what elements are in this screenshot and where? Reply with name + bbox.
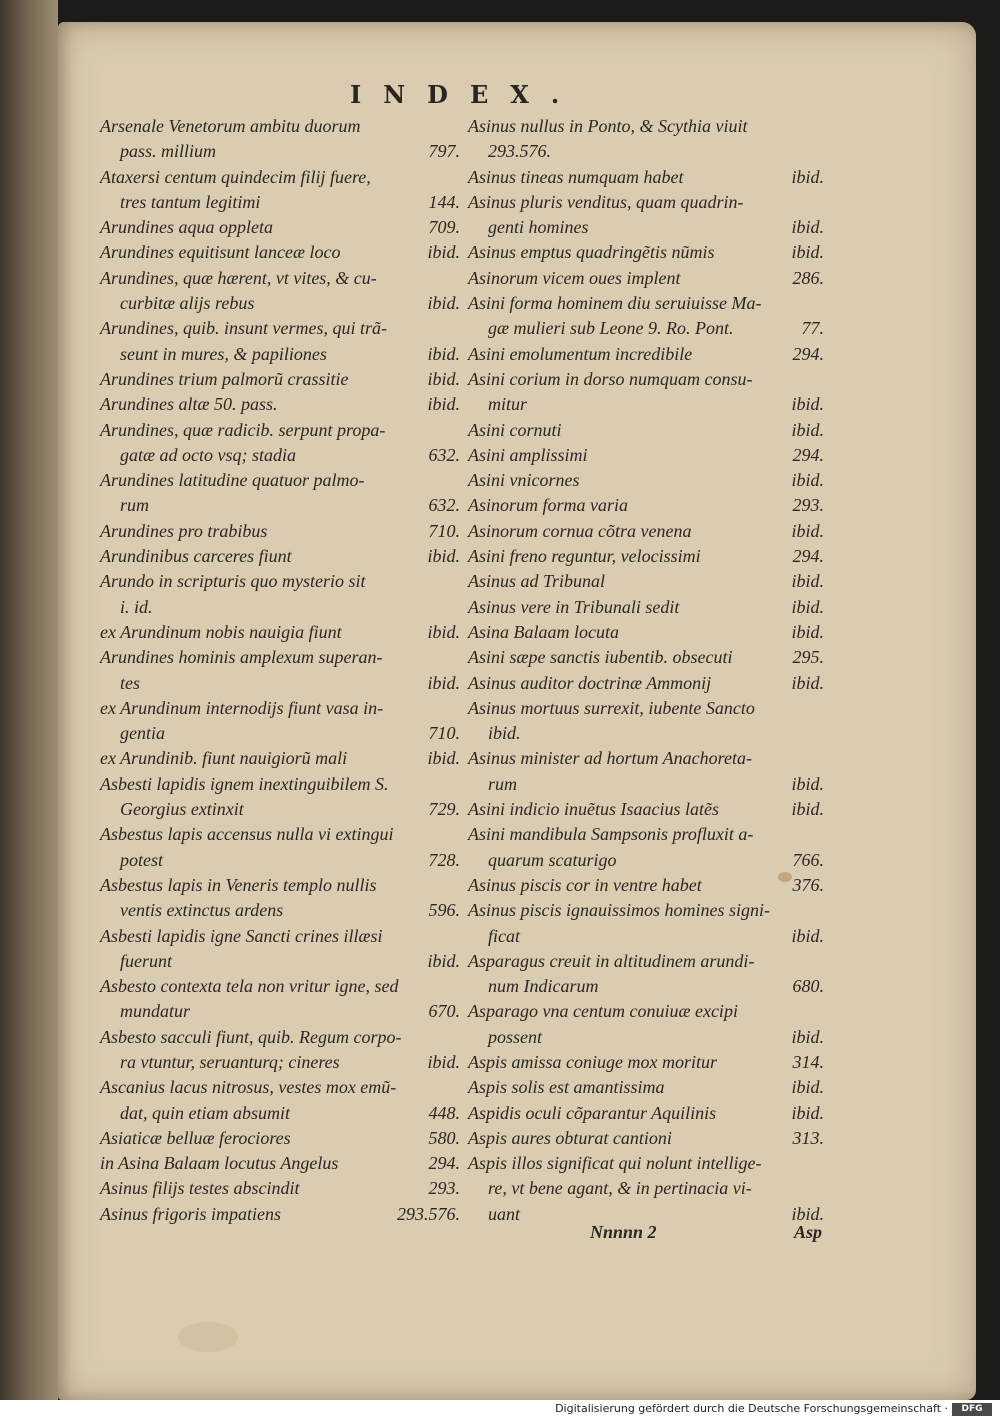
page-reference: ibid. [427, 950, 460, 971]
page-header: INDEX. [350, 80, 582, 109]
entry-text: Asbesti lapidis ignem inextinguibilem S. [100, 773, 389, 794]
index-entry-line [468, 167, 824, 192]
entry-text: num Indicarum [488, 976, 599, 997]
index-entry-line [468, 673, 824, 698]
entry-text: Asbesto contexta tela non vritur igne, sed [100, 976, 399, 997]
page-reference: ibid. [791, 571, 824, 592]
entry-text: rum [488, 773, 518, 794]
index-entry-line [468, 420, 824, 445]
page-reference: 710. [428, 723, 460, 744]
entry-text: Asini forma hominem diu seruiuisse Ma- [468, 293, 762, 314]
entry-text: Asparago vna centum conuiuæ excipi [468, 1001, 738, 1022]
index-entry-line [468, 268, 824, 293]
entry-text: Aspidis oculi cõparantur Aquilinis [468, 1102, 717, 1123]
entry-text: ra vtuntur, seruanturq; cineres [120, 1051, 340, 1072]
index-entry-line [100, 951, 460, 976]
entry-text: Ascanius lacus nitrosus, vestes mox emũ- [100, 1077, 397, 1098]
index-entry-line [468, 1001, 824, 1026]
entry-text: Asini emolumentum incredibile [468, 343, 693, 364]
index-entry-line [100, 799, 460, 824]
index-entry-line [100, 217, 460, 242]
index-entry-line [468, 1052, 824, 1077]
entry-text: Asparagus creuit in altitudinem arundi- [468, 950, 755, 971]
entry-text: Asinus tineas numquam habet [468, 166, 684, 187]
entry-text: Asinus mortuus surrexit, iubente Sancto [468, 697, 755, 718]
entry-text: Asbesto sacculi fiunt, quib. Regum corpo- [100, 1026, 402, 1047]
index-entry-line [468, 850, 824, 875]
entry-text: gatæ ad octo vsq; stadia [120, 444, 296, 465]
index-entry-line [468, 1128, 824, 1153]
entry-text: ex Arundinum internodijs fiunt vasa in- [100, 697, 384, 718]
entry-text: Asini mandibula Sampsonis profluxit a- [468, 824, 754, 845]
page-reference: ibid. [427, 293, 460, 314]
page-reference: ibid. [791, 1077, 824, 1098]
index-entry-line [100, 1178, 460, 1203]
entry-text: mundatur [120, 1001, 191, 1022]
page-reference: 294. [792, 444, 824, 465]
index-entry-line [100, 546, 460, 571]
index-entry-line [468, 774, 824, 799]
entry-text: possent [488, 1026, 542, 1047]
entry-text: potest [120, 849, 163, 870]
page-reference: ibid. [791, 217, 824, 238]
index-entry-line [468, 571, 824, 596]
index-entry-line [100, 900, 460, 925]
page-reference: 709. [428, 217, 460, 238]
index-entry-line [100, 698, 460, 723]
entry-text: gentia [120, 723, 165, 744]
index-entry-line [468, 495, 824, 520]
page-reference: 293. [428, 1178, 460, 1199]
page-reference: 313. [792, 1127, 824, 1148]
entry-text: Aspis solis est amantissima [468, 1077, 665, 1098]
index-entry-line [468, 445, 824, 470]
page-reference: ibid. [791, 621, 824, 642]
index-entry-line [468, 647, 824, 672]
page-reference: ibid. [427, 1051, 460, 1072]
index-entry-line [100, 976, 460, 1001]
page-reference: 294. [792, 343, 824, 364]
index-entry-line [100, 1027, 460, 1052]
index-entry-line [468, 394, 824, 419]
page-reference: ibid. [791, 1102, 824, 1123]
entry-text: Arundines latitudine quatuor palmo- [100, 470, 365, 491]
entry-text: dat, quin etiam absumit [120, 1102, 290, 1123]
page-reference: ibid. [791, 672, 824, 693]
index-entry-line [468, 622, 824, 647]
index-entry-line [468, 926, 824, 951]
index-entry-line [100, 850, 460, 875]
footer-credit: Digitalisierung gefördert durch die Deutsche Forschungsgemeinschaft · [555, 1402, 948, 1415]
page-reference: 797. [428, 141, 460, 162]
index-entry-line [100, 141, 460, 166]
entry-text: Asinus filijs testes abscindit [100, 1178, 300, 1199]
page-reference: 632. [428, 495, 460, 516]
entry-text: Asinus pluris venditus, quam quadrin- [468, 191, 744, 212]
index-entry-line [100, 926, 460, 951]
entry-text: Asini indicio inuẽtus Isaacius latẽs [468, 799, 719, 820]
page-reference: ibid. [427, 621, 460, 642]
entry-text: Arundines, quæ hærent, vt vites, & cu- [100, 267, 377, 288]
page-foot [590, 1222, 822, 1248]
page-reference: ibid. [791, 470, 824, 491]
index-entry-line [468, 116, 824, 141]
page-reference: 376. [792, 874, 824, 895]
entry-text: Arundines pro trabibus [100, 520, 268, 541]
index-entry-line [100, 521, 460, 546]
index-entry-line [100, 318, 460, 343]
entry-text: Asiaticæ belluæ ferociores [100, 1127, 291, 1148]
page-reference: 286. [792, 267, 824, 288]
page-reference: 632. [428, 444, 460, 465]
index-entry-line [100, 116, 460, 141]
page-reference: 294. [792, 546, 824, 567]
index-entry-line [100, 495, 460, 520]
footer-bar [0, 1400, 1000, 1419]
index-entry-line [468, 875, 824, 900]
entry-text: ficat [488, 925, 520, 946]
index-entry-line [100, 293, 460, 318]
entry-text: Asinus piscis ignauissimos homines signi- [468, 900, 771, 921]
entry-text: Aspis aures obturat cantioni [468, 1127, 672, 1148]
index-entry-line [468, 344, 824, 369]
index-entry-line [100, 875, 460, 900]
index-entry-line [100, 1153, 460, 1178]
signature-mark: Nnnnn 2 [590, 1222, 657, 1242]
index-entry-line [100, 192, 460, 217]
index-entry-line [468, 546, 824, 571]
page-reference: ibid. [791, 773, 824, 794]
entry-text: re, vt bene agant, & in pertinacia vi- [488, 1178, 752, 1199]
entry-text: Asini freno reguntur, velocissimi [468, 546, 701, 567]
catchword: Asp [793, 1222, 822, 1242]
entry-text: Asbestus lapis in Veneris templo nullis [100, 874, 377, 895]
entry-text: curbitæ alijs rebus [120, 293, 255, 314]
page-reference: 596. [428, 900, 460, 921]
entry-text: Asina Balaam locuta [468, 621, 619, 642]
index-entry-line [100, 1052, 460, 1077]
index-entry-line [468, 1103, 824, 1128]
page-reference: ibid. [791, 520, 824, 541]
entry-text: in Asina Balaam locutus Angelus [100, 1153, 339, 1174]
entry-text: tes [120, 672, 140, 693]
index-entry-line [468, 1027, 824, 1052]
entry-text: Asini corium in dorso numquam consu- [468, 368, 753, 389]
page-reference: ibid. [791, 925, 824, 946]
entry-text: 293.576. [488, 141, 551, 162]
entry-text: Aspis illos significat qui nolunt intellige- [468, 1153, 762, 1174]
entry-text: Arundinibus carceres fiunt [100, 546, 292, 567]
entry-text: Arundines equitisunt lanceæ loco [100, 242, 341, 263]
page-reference: 710. [428, 520, 460, 541]
index-entry-line [468, 723, 824, 748]
page-reference: 766. [792, 849, 824, 870]
entry-text: Asini vnicornes [468, 470, 580, 491]
page-reference: 144. [428, 191, 460, 212]
dfg-logo: DFG [952, 1403, 992, 1416]
index-entry-line [100, 268, 460, 293]
index-entry-line [100, 723, 460, 748]
entry-text: ibid. [488, 723, 521, 744]
index-entry-line [468, 597, 824, 622]
index-entry-line [100, 1103, 460, 1128]
entry-text: Arundo in scripturis quo mysterio sit [100, 571, 366, 592]
page-reference: 670. [428, 1001, 460, 1022]
page-reference: 729. [428, 799, 460, 820]
index-entry-line [468, 217, 824, 242]
index-entry-line [100, 470, 460, 495]
page-reference: ibid. [427, 343, 460, 364]
entry-text: pass. millium [120, 141, 217, 162]
entry-text: Asini cornuti [468, 419, 562, 440]
index-entry-line [100, 1128, 460, 1153]
page-reference: ibid. [427, 242, 460, 263]
page-reference: ibid. [791, 242, 824, 263]
page-reference: ibid. [427, 672, 460, 693]
entry-text: Asinorum forma varia [468, 495, 629, 516]
page-reference: ibid. [791, 166, 824, 187]
entry-text: quarum scaturigo [488, 849, 617, 870]
entry-text: fuerunt [120, 950, 172, 971]
index-entry-line [468, 318, 824, 343]
entry-text: Asini amplissimi [468, 444, 588, 465]
entry-text: Arundines aqua oppleta [100, 217, 273, 238]
entry-text: Asinus emptus quadringẽtis nũmis [468, 242, 715, 263]
index-column-left [100, 116, 460, 1229]
entry-text: Asinus ad Tribunal [468, 571, 606, 592]
book-gutter [0, 0, 58, 1400]
index-entry-line [100, 445, 460, 470]
page-reference: ibid. [427, 368, 460, 389]
index-entry-line [468, 698, 824, 723]
foxing-stain [178, 1322, 238, 1352]
index-entry-line [468, 293, 824, 318]
entry-text: Georgius extinxit [120, 799, 244, 820]
index-entry-line [100, 571, 460, 596]
entry-text: Aspis amissa coniuge mox moritur [468, 1051, 717, 1072]
entry-text: ex Arundinib. fiunt nauigiorũ mali [100, 748, 348, 769]
entry-text: Arsenale Venetorum ambitu duorum [100, 116, 361, 136]
page-reference: ibid. [791, 799, 824, 820]
entry-text: Asinus auditor doctrinæ Ammonij [468, 672, 712, 693]
entry-text: mitur [488, 394, 528, 415]
page-reference: 295. [792, 647, 824, 668]
index-entry-line [468, 192, 824, 217]
entry-text: Asinus minister ad hortum Anachoreta- [468, 748, 752, 769]
page-reference: 314. [792, 1051, 824, 1072]
page-reference: ibid. [791, 1026, 824, 1047]
entry-text: uant [488, 1203, 521, 1224]
index-entry-line [468, 141, 824, 166]
index-entry-line [468, 1153, 824, 1178]
index-entry-line [468, 824, 824, 849]
index-entry-line [100, 242, 460, 267]
page-reference: ibid. [427, 546, 460, 567]
index-entry-line [468, 369, 824, 394]
index-entry-line [468, 1077, 824, 1102]
entry-text: rum [120, 495, 150, 516]
entry-text: Arundines trium palmorũ crassitie [100, 368, 349, 389]
page-reference: 294. [428, 1153, 460, 1174]
entry-text: Arundines, quib. insunt vermes, qui trã- [100, 318, 387, 339]
entry-text: Asinus nullus in Ponto, & Scythia viuit [468, 116, 748, 136]
page-reference: ibid. [791, 394, 824, 415]
index-entry-line [100, 1001, 460, 1026]
index-entry-line [100, 673, 460, 698]
entry-text: Asbesti lapidis igne Sancti crines illæsi [100, 925, 383, 946]
entry-text: Ataxersi centum quindecim filij fuere, [100, 166, 371, 187]
page-reference: 293. [792, 495, 824, 516]
index-entry-line [468, 521, 824, 546]
entry-text: gæ mulieri sub Leone 9. Ro. Pont. [488, 318, 734, 339]
entry-text: Arundines altæ 50. pass. [100, 394, 278, 415]
index-entry-line [100, 774, 460, 799]
index-entry-line [100, 647, 460, 672]
entry-text: ex Arundinum nobis nauigia fiunt [100, 621, 342, 642]
page-reference: ibid. [791, 596, 824, 617]
page-reference: 448. [428, 1102, 460, 1123]
index-entry-line [100, 1204, 460, 1229]
index-entry-line [100, 597, 460, 622]
page-reference: 580. [428, 1127, 460, 1148]
entry-text: Asinus frigoris impatiens [100, 1203, 282, 1224]
page-reference: ibid. [791, 1203, 824, 1224]
index-entry-line [100, 824, 460, 849]
entry-text: Asini sæpe sanctis iubentib. obsecuti [468, 647, 733, 668]
index-column-right [468, 116, 824, 1229]
entry-text: i. id. [120, 596, 153, 617]
index-entry-line [468, 748, 824, 773]
index-entry-line [100, 420, 460, 445]
index-entry-line [100, 748, 460, 773]
entry-text: tres tantum legitimi [120, 191, 261, 212]
entry-text: Asbestus lapis accensus nulla vi extingui [100, 824, 394, 845]
index-entry-line [100, 369, 460, 394]
index-entry-line [100, 394, 460, 419]
entry-text: Arundines hominis amplexum superan- [100, 647, 383, 668]
page-reference: 680. [792, 976, 824, 997]
index-entry-line [100, 622, 460, 647]
index-entry-line [468, 976, 824, 1001]
index-entry-line [468, 470, 824, 495]
page-reference: 77. [801, 318, 824, 339]
entry-text: Asinorum vicem oues implent [468, 267, 681, 288]
page-reference: 728. [428, 849, 460, 870]
index-entry-line [468, 799, 824, 824]
index-entry-line [468, 900, 824, 925]
entry-text: seunt in mures, & papiliones [120, 343, 327, 364]
page-reference: ibid. [427, 748, 460, 769]
page-reference: ibid. [791, 419, 824, 440]
index-entry-line [100, 1077, 460, 1102]
entry-text: ventis extinctus ardens [120, 900, 284, 921]
index-entry-line [100, 344, 460, 369]
index-entry-line [468, 951, 824, 976]
index-entry-line [468, 1178, 824, 1203]
index-entry-line [468, 242, 824, 267]
entry-text: Asinus vere in Tribunali sedit [468, 596, 680, 617]
page-reference: ibid. [427, 394, 460, 415]
entry-text: Asinus piscis cor in ventre habet [468, 874, 702, 895]
entry-text: genti homines [488, 217, 589, 238]
entry-text: Asinorum cornua cõtra venena [468, 520, 692, 541]
index-entry-line [100, 167, 460, 192]
page-reference: 293.576. [397, 1203, 460, 1224]
entry-text: Arundines, quæ radicib. serpunt propa- [100, 419, 386, 440]
